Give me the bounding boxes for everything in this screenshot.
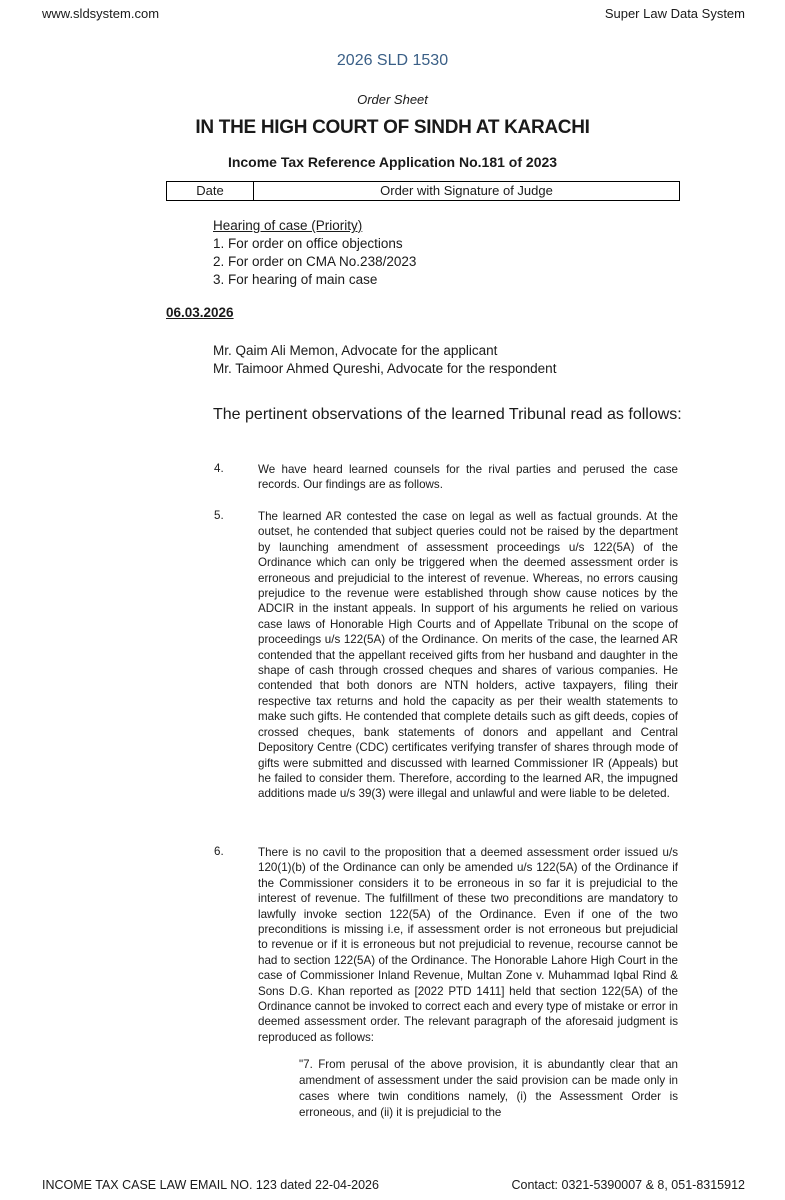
counsel-block <box>213 342 556 378</box>
order-column-header: Order with Signature of Judge <box>380 183 553 198</box>
website-url: www.sldsystem.com <box>42 6 160 21</box>
observation-line: The pertinent observations of the learned Tribunal read as follows: <box>213 406 682 423</box>
order-table-header <box>166 181 680 201</box>
hearing-item: 2. For order on CMA No.238/2023 <box>213 254 417 269</box>
hearing-heading: Hearing of case (Priority) <box>213 218 363 233</box>
hearing-item: 3. For hearing of main case <box>213 272 378 287</box>
footer-contact: Contact: 0321-5390007 & 8, 051-8315912 <box>511 1178 745 1192</box>
date-column-header: Date <box>167 182 254 200</box>
footer-email-ref: INCOME TAX CASE LAW EMAIL NO. 123 dated 22-04-2026 <box>42 1178 379 1192</box>
order-date: 06.03.2026 <box>166 305 234 320</box>
counsel-applicant: Mr. Qaim Ali Memon, Advocate for the applicant <box>213 343 498 358</box>
hearing-block <box>213 217 416 289</box>
counsel-respondent: Mr. Taimoor Ahmed Qureshi, Advocate for the respondent <box>213 361 557 376</box>
reference-title: Income Tax Reference Application No.181 of 2023 <box>227 154 558 170</box>
brand-name: Super Law Data System <box>604 6 745 21</box>
citation: 2026 SLD 1530 <box>336 52 449 69</box>
court-title: IN THE HIGH COURT OF SINDH AT KARACHI <box>195 117 590 138</box>
hearing-item: 1. For order on office objections <box>213 236 403 251</box>
quoted-judgment: "7. From perusal of the above provision, it is abundantly clear that an amendment of assessment under the said provision can be made only in cases where twin conditions namely, (i) the Assessment Order is erroneous, and (ii) it is prejudicial to the <box>299 1058 678 1119</box>
paragraph-number: 6. <box>214 845 224 858</box>
paragraph-text: The learned AR contested the case on legal as well as factual grounds. At the outset, he contended that subject queries could not be raised by the department by launching amendment of assessment proceedings u/s 122(5A) of the Ordinance which can only be triggered when the deemed assessment order is erroneous and prejudicial to the interest of revenue. Whereas, no errors causing prejudice to the revenue were established through show cause notices by the ADCIR in the instant appeals. In support of his arguments he relied on various case laws of Honorable High Courts and of Appellate Tribunal on the scope of proceedings u/s 122(5A) of the Ordinance. On merits of the case, the learned AR contended that the appellant received gifts from her husband and daughter in the shape of cash through crossed cheques and shares of various companies. He contended that both donors are NTN holders, active taxpayers, filing their respective tax returns and hold the capacity as per their wealth statements to make such gifts. He contended that complete details such as gift deeds, copies of crossed cheques, bank statements of donors and appellant and Central Depository Centre (CDC) certificates verifying transfer of shares through mode of gifts were submitted and discussed with learned Commissioner IR (Appeals) but he failed to consider them. Therefore, according to the learned AR, the impugned additions made u/s 39(3) were illegal and unlawful and were liable to be deleted. <box>258 510 678 801</box>
paragraph-text: We have heard learned counsels for the rival parties and perused the case records. Our findings are as follows. <box>258 463 678 492</box>
paragraph-text: There is no cavil to the proposition that a deemed assessment order issued u/s 120(1)(b) of the Ordinance can only be amended u/s 122(5A) of the Ordinance if the Commissioner considers it to be erroneous in so far it is prejudicial to the interest of revenue. The fulfillment of these two preconditions are mandatory to lawfully invoke section 122(5A) of the Ordinance. Even if one of the two preconditions is missing i.e, if assessment order is not erroneous but prejudicial to revenue or if it is erroneous but not prejudicial to revenue, recourse cannot be had to section 122(5A) of the Ordinance. The Honorable Lahore High Court in the case of Commissioner Inland Revenue, Multan Zone v. Muhammad Iqbal Rind & Sons D.G. Khan reported as [2022 PTD 1411] held that section 122(5A) of the Ordinance cannot be invoked to correct each and every type of mistake or error in deemed assessment order. The relevant paragraph of the aforesaid judgment is reproduced as follows: <box>258 846 678 1044</box>
order-sheet-label: Order Sheet <box>357 92 428 107</box>
paragraph-number: 4. <box>214 462 224 475</box>
paragraph-number: 5. <box>214 509 224 522</box>
